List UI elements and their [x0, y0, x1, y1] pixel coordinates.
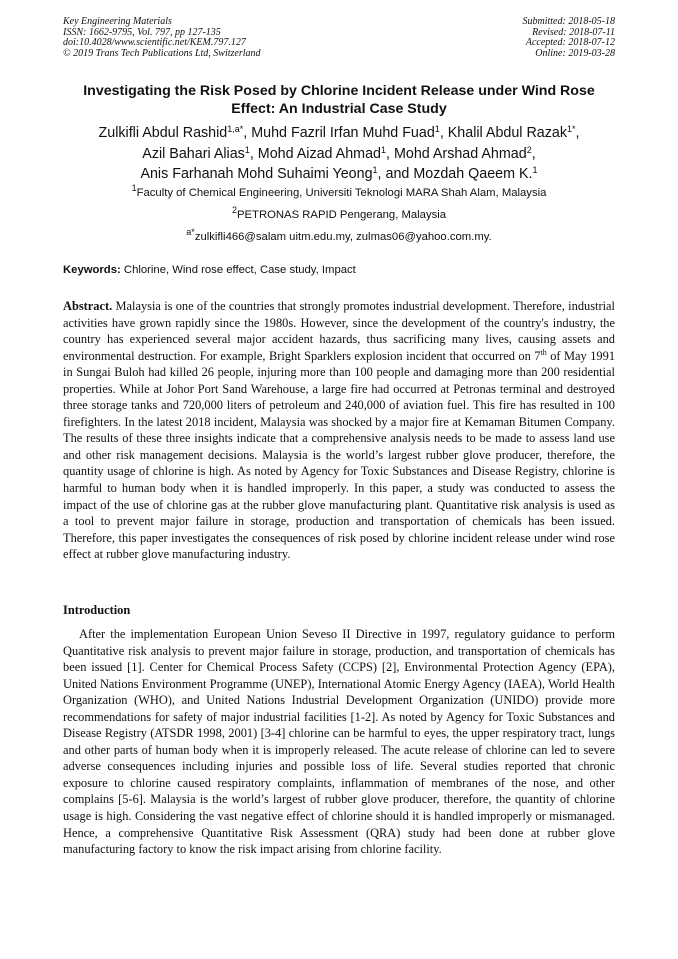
introduction-paragraph: After the implementation European Union Seveso II Directive in 1997, regulatory guidance to perform Quantitative risk analysis to prevent major failure in storage, production, and transportation of chemicals has been issued [1]. Center for Chemical Process Safety (CCPS) [2], Environmental Protection Agency (EPA), United Nations Environment Programme (UNEP), International Atomic Energy Agency (IAEA), World Health Organization (WHO), and United Nations Industrial Development Organization (UNIDO) provide more recommendations for safety of major industrial facilities [1-2]. As noted by Agency for Toxic Substances and Disease Registry (ATSDR 1998, 2001) [3-4] chlorine can be harmful to eyes, the upper respiratory tract, lungs and other parts of human body when it is improperly released. The acute release of chlorine can led to severe adverse consequences including injuries and possible loss of life. Several studies reported that chronic exposure to chlorine caused respiratory complaints, inflammation of membranes of the nose, and other complains [5-6]. Malaysia is the world’s largest of rubber glove producer, therefore, the quantity of chlorine usage is high. Considering the vast negative effect of chlorine should it is handled improperly or mismanaged. Hence, a comprehensive Quantitative Risk Assessment (QRA) study had been done at rubber glove manufacturing factory to know the risk impact arising from chlorine facility. — [63, 627, 615, 857]
journal-info — [63, 17, 393, 59]
section-heading-introduction: Introduction — [63, 603, 131, 617]
abstract-label: Abstract. — [63, 299, 113, 313]
publication-dates — [415, 17, 615, 59]
author-list — [55, 123, 623, 185]
author: Khalil Abdul Razak$^{1*}$, — [447, 124, 580, 141]
author-emails[interactable]: $^{a*}$zulkifli466@salam uitm.edu.my, zulmas06@yahoo.com.my. — [186, 227, 492, 243]
author: Mohd Aizad Ahmad$^1$, — [257, 144, 394, 162]
abstract: Abstract. Malaysia is one of the countries that strongly promotes industrial development. Therefore, industrial activities have grown rapidly since the 1980s. However, since the development of the country's industry, the country has experienced several major accident hazards, thus sacrificing many lives, causing assets and environmental destruction. For example, Bright Sparklers explosion incident that occurred on 7th of May 1991 in Sungai Buloh had killed 26 people, injuring more than 100 people and damaging more than 200 residential properties. While at Johor Port Sand Warehouse, a large fire had occurred at Petronas terminal and destroyed three storage tanks and 720,000 liters of petroleum and 240,000 of aviation fuel. This fire has resulted in 100 firefighters. In the latest 2018 incident, Malaysia was shocked by a major fire at Kemaman Bitumen Company. The results of these three insights indicate that a comprehensive analysis needs to be made to assess land use and other risk management decisions. Malaysia is the world’s largest rubber glove producer, therefore, the quantity usage of chlorine is high. As noted by Agency for Toxic Substances and Disease Registry, chlorine is harmful to human body when it is handled improperly. In this paper, a study was conducted to assess the impact of the use of chlorine gas at the rubber glove manufacturing plant. Quantitative risk analysis is used as a tool to prevent major failure in storage, production and transportation of chemicals has been issued. Therefore, this paper investigates the consequences of risk posed by chlorine incident release under wind rose effect at rubber glove manufacturing industry. — [63, 299, 616, 562]
date-submitted: Submitted: 2018-05-18 — [522, 16, 615, 27]
author: Zulkifli Abdul Rashid$^{1,a*}$, — [98, 124, 252, 141]
date-online: Online: 2019-03-28 — [535, 47, 615, 59]
journal-name: Key Engineering Materials — [63, 16, 172, 27]
author: Anis Farhanah Mohd Suhaimi Yeong$^1$, and — [140, 165, 414, 182]
keywords-text: Chlorine, Wind rose effect, Case study, Impact — [120, 264, 356, 276]
author: Muhd Fazril Irfan Muhd Fuad$^1$, — [251, 124, 448, 141]
keywords-label: Keywords: — [63, 264, 121, 276]
paper-title: Investigating the Risk Posed by Chlorine Incident Release under Wind Rose Effect: An Industrial Case Study — [83, 83, 595, 117]
journal-issn: ISSN: 1662-9795, Vol. 797, pp 127-135 — [63, 26, 221, 38]
author: Azil Bahari Alias$^1$, — [142, 144, 258, 162]
journal-doi[interactable]: doi:10.4028/www.scientific.net/KEM.797.127 — [63, 37, 246, 49]
affiliation-2: $^2$PETRONAS RAPID Pengerang, Malaysia — [231, 205, 447, 221]
date-revised: Revised: 2018-07-11 — [532, 26, 615, 38]
keywords — [63, 263, 615, 277]
author: Mozdah Qaeem K.$^1$ — [413, 165, 538, 182]
journal-copyright: © 2019 Trans Tech Publications Ltd, Switzerland — [63, 47, 261, 59]
affiliation-1: $^1$Faculty of Chemical Engineering, Universiti Teknologi MARA Shah Alam, Malaysia — [131, 183, 547, 199]
author: Mohd Arshad Ahmad$^2$, — [393, 144, 536, 162]
date-accepted: Accepted: 2018-07-12 — [525, 37, 615, 49]
